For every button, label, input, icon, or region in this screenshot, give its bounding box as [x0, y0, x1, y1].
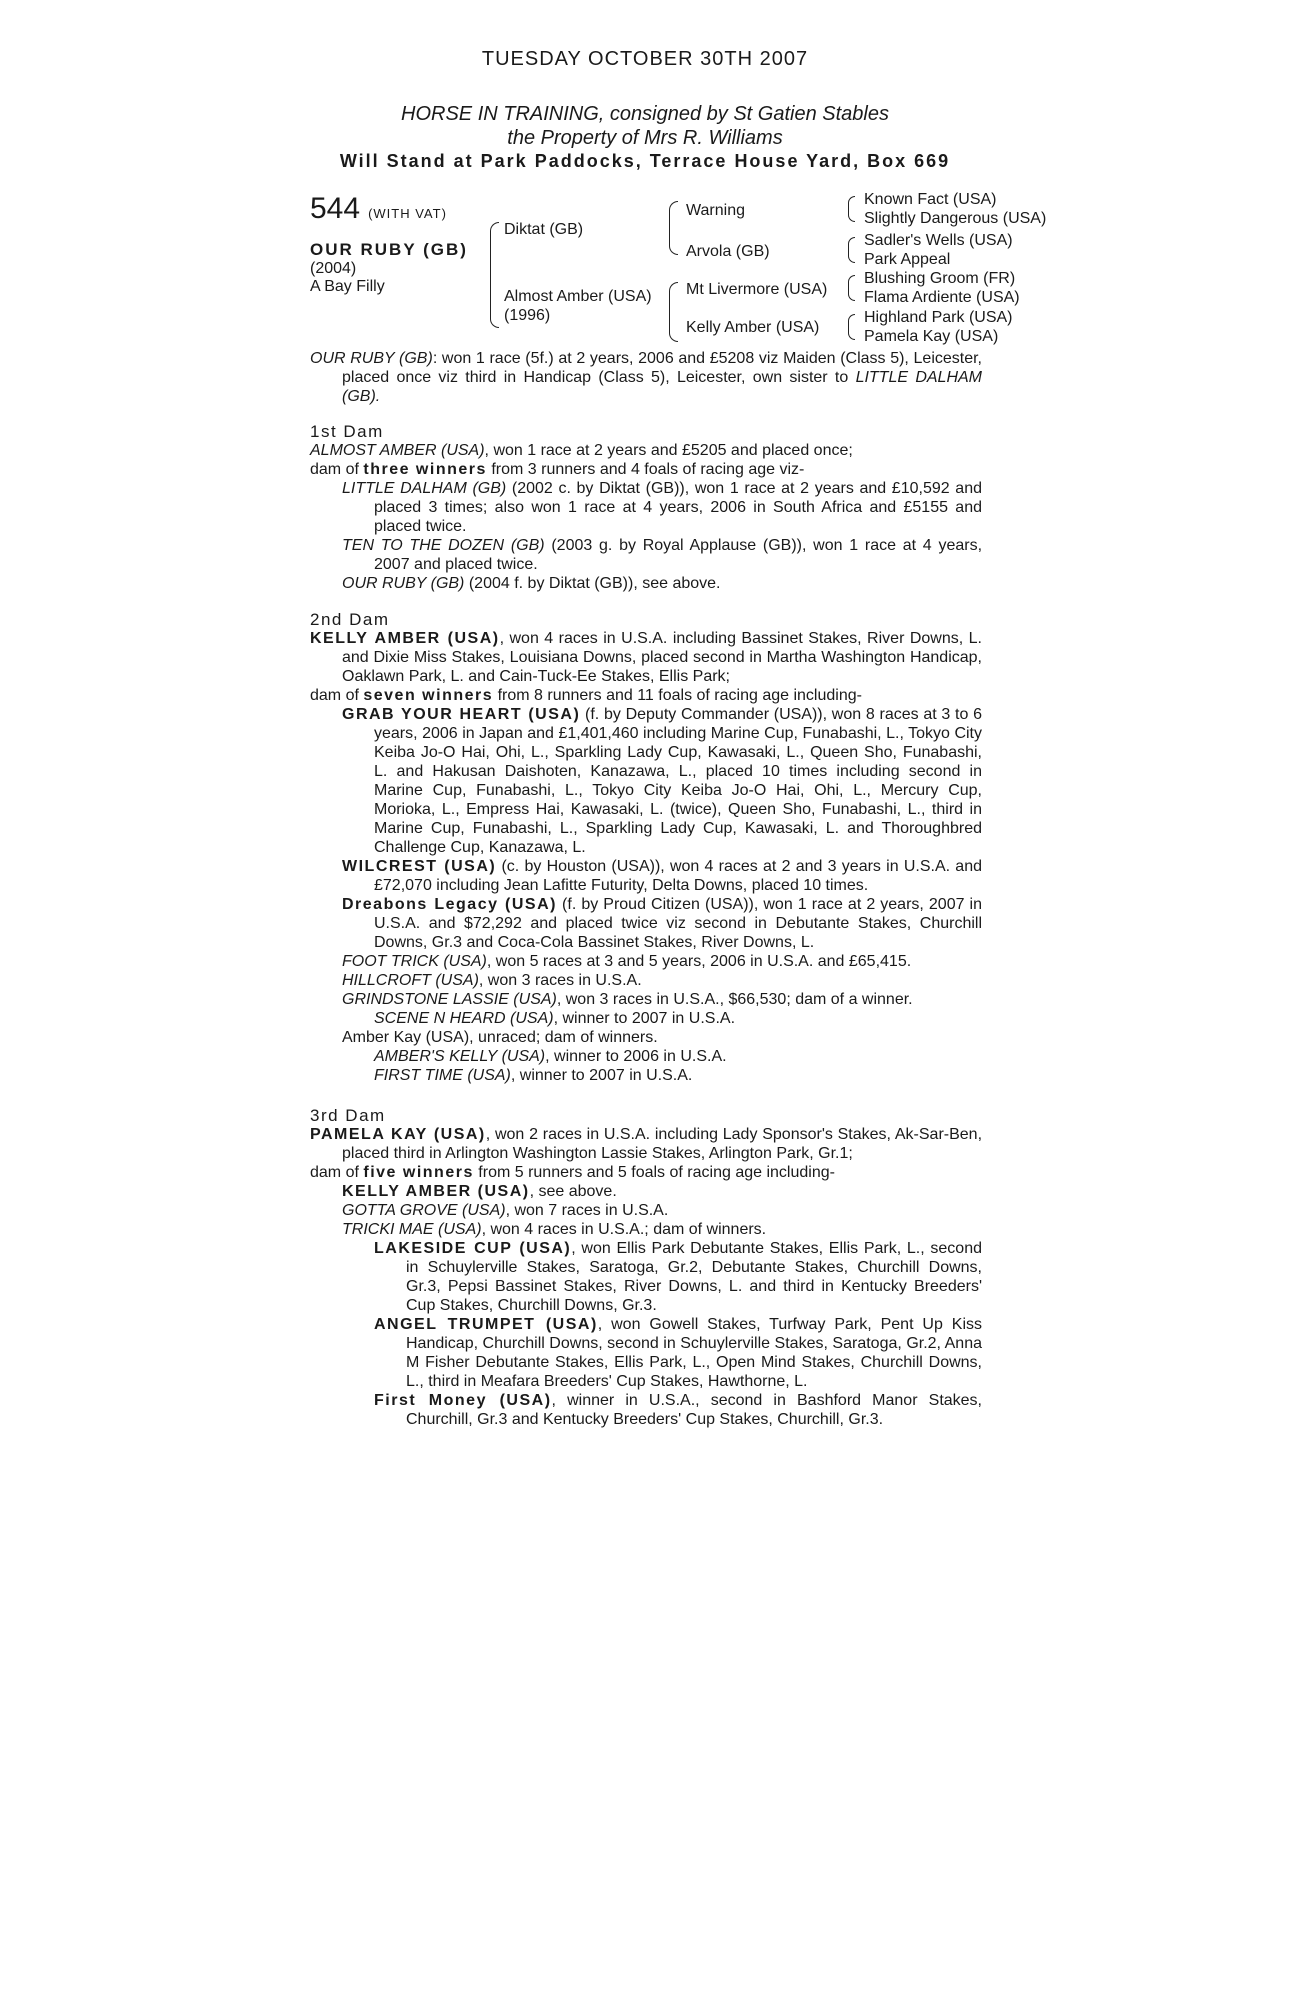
produce-prefix: dam of	[310, 461, 364, 478]
produce-subitem	[310, 1315, 982, 1391]
lot-number	[310, 192, 447, 226]
produce-item	[310, 705, 982, 857]
produce-item	[310, 857, 982, 895]
produce-name: LAKESIDE CUP (USA)	[374, 1240, 572, 1257]
pedigree-sdd: Park Appeal	[864, 251, 951, 268]
produce-item	[310, 1182, 982, 1201]
pedigree-brace	[669, 201, 678, 255]
pedigree-dss: Blushing Groom (FR)	[864, 270, 1016, 287]
produce-subitem	[310, 1239, 982, 1315]
produce-name: TEN TO THE DOZEN (GB)	[342, 537, 545, 554]
produce-name: GOTTA GROVE (USA)	[342, 1202, 506, 1219]
pedigree-dam-dam: Kelly Amber (USA)	[686, 319, 820, 336]
pedigree-brace	[848, 196, 855, 222]
produce-name: GRAB YOUR HEART (USA)	[342, 706, 581, 723]
winners-count: five winners	[363, 1164, 474, 1181]
produce-subitem	[310, 1066, 982, 1085]
pedigree-ssd: Slightly Dangerous (USA)	[864, 210, 1047, 227]
pedigree-sss: Known Fact (USA)	[864, 191, 997, 208]
produce-item	[310, 536, 982, 574]
pedigree-brace	[848, 237, 855, 263]
first-dam-heading: 1st Dam	[310, 422, 384, 441]
produce-name: First Money (USA)	[374, 1392, 552, 1409]
produce-text: (2003 g. by Royal Applause (GB)), won 1 race at 4 years, 2007 and placed twice.	[374, 537, 983, 573]
third-dam-heading: 3rd Dam	[310, 1106, 386, 1125]
consignment-line: HORSE IN TRAINING, consigned by St Gatien Stables	[401, 103, 889, 125]
produce-prefix: dam of	[310, 687, 364, 704]
produce-item	[310, 990, 982, 1009]
produce-item	[310, 1220, 982, 1239]
produce-text: , winner to 2007 in U.S.A.	[553, 1010, 736, 1027]
third-dam-section	[310, 1106, 982, 1429]
produce-name: TRICKI MAE (USA)	[342, 1221, 482, 1238]
produce-text: , see above.	[529, 1183, 617, 1200]
pedigree-sire-sire: Warning	[686, 202, 745, 219]
intro-paragraph	[310, 349, 982, 406]
property-line: the Property of Mrs R. Williams	[507, 127, 783, 149]
produce-name: GRINDSTONE LASSIE (USA)	[342, 991, 557, 1008]
second-dam-produce-line	[310, 686, 982, 705]
produce-text: , won Gowell Stakes, Turfway Park, Pent Up Kiss Handicap, Churchill Downs, second in Schuylerville Stakes, Saratoga, Gr.2, Anna M Fisher Debutante Stakes, Ellis Park, L., Open Mind Stakes, Churchill Downs, L., third in Meafara Breeders' Cup Stakes, Hawthorne, L.	[406, 1316, 982, 1390]
second-dam-section	[310, 610, 982, 1085]
produce-text: (f. by Deputy Commander (USA)), won 8 races at 3 to 6 years, 2006 in Japan and £1,401,460 including Marine Cup, Funabashi, L., Tokyo City Keiba Jo-O Hai, Ohi, L., Sparkling Lady Cup, Kawasaki, L., Queen Sho, Funabashi, L. and Hakusan Daishoten, Kanazawa, L., placed 10 times including second in Marine Cup, Funabashi, L., Tokyo City Keiba Jo-O Hai, Ohi, L., Mercury Cup, Morioka, L., Empress Hai, Kawasaki, L. (twice), Queen Sho, Funabashi, L., third in Marine Cup, Funabashi, L., Sparkling Lady Cup, Kawasaki, L. and Thoroughbred Challenge Cup, Kanazawa, L.	[374, 706, 983, 856]
produce-name: Dreabons Legacy (USA)	[342, 896, 557, 913]
produce-text: , won 4 races in U.S.A.; dam of winners.	[481, 1221, 767, 1238]
winners-count: three winners	[363, 461, 487, 478]
produce-prefix: dam of	[310, 1164, 364, 1181]
produce-name: OUR RUBY (GB)	[342, 575, 465, 592]
produce-text: , won 5 races at 3 and 5 years, 2006 in U.S.A. and £65,415.	[486, 953, 912, 970]
produce-name: ANGEL TRUMPET (USA)	[374, 1316, 598, 1333]
intro-section	[310, 349, 982, 406]
sale-date: TUESDAY OCTOBER 30TH 2007	[481, 48, 809, 70]
produce-text: , won Ellis Park Debutante Stakes, Ellis Park, L., second in Schuylerville Stakes, Saratoga, Gr.2, Debutante Stakes, Churchill Downs, Gr.3, Pepsi Bassinet Stakes, River Downs, L. and third in Kentucky Breeders' Cup Stakes, Churchill Downs, Gr.3.	[406, 1240, 983, 1314]
stabling-line: Will Stand at Park Paddocks, Terrace House Yard, Box 669	[339, 151, 951, 171]
produce-item	[310, 1201, 982, 1220]
pedigree-dam-year: (1996)	[504, 307, 551, 324]
produce-name: FOOT TRICK (USA)	[342, 953, 487, 970]
produce-name: WILCREST (USA)	[342, 858, 497, 875]
intro-horse-name: OUR RUBY (GB)	[310, 350, 433, 367]
intro-sister: LITTLE DALHAM (GB).	[342, 369, 982, 405]
pedigree-dsd: Flama Ardiente (USA)	[864, 289, 1020, 306]
first-dam-name: ALMOST AMBER (USA)	[310, 442, 485, 459]
produce-text: (2002 c. by Diktat (GB)), won 1 race at 2 years and £10,592 and placed 3 times; also won 1 race at 4 years, 2006 in South Africa and £5155 and placed twice.	[374, 480, 982, 535]
pedigree-brace	[848, 314, 855, 340]
pedigree-sire-dam: Arvola (GB)	[686, 243, 770, 260]
pedigree-dam: Almost Amber (USA)	[504, 288, 652, 305]
produce-text: , won 3 races in U.S.A., $66,530; dam of a winner.	[556, 991, 913, 1008]
pedigree-dam-sire: Mt Livermore (USA)	[686, 281, 828, 298]
produce-text: , won 7 races in U.S.A.	[505, 1202, 669, 1219]
produce-subitem	[310, 1047, 982, 1066]
horse-description: A Bay Filly	[310, 278, 385, 295]
produce-suffix: from 5 runners and 5 foals of racing age including-	[473, 1164, 835, 1181]
produce-text: , winner in U.S.A., second in Bashford Manor Stakes, Churchill, Gr.3 and Kentucky Breeders' Cup Stakes, Churchill, Gr.3.	[406, 1392, 983, 1428]
produce-name: HILLCROFT (USA)	[342, 972, 479, 989]
pedigree-brace	[490, 222, 499, 328]
vat-note: (WITH VAT)	[368, 206, 447, 221]
third-dam-record	[310, 1125, 982, 1163]
intro-text: : won 1 race (5f.) at 2 years, 2006 and £5208 viz Maiden (Class 5), Leicester, placed once viz third in Handicap (Class 5), Leicester, own sister to	[342, 350, 983, 386]
second-dam-won: , won 4 races in U.S.A. including Bassinet Stakes, River Downs, L. and Dixie Miss Stakes, Louisiana Downs, placed second in Martha Washington Handicap, Oaklawn Park, L. and Cain-Tuck-Ee Stakes, Ellis Park;	[342, 630, 982, 685]
lot-number-value: 544	[310, 192, 361, 225]
produce-suffix: from 3 runners and 4 foals of racing age viz-	[486, 461, 805, 478]
second-dam-name: KELLY AMBER (USA)	[310, 630, 500, 647]
produce-item	[310, 971, 982, 990]
produce-text: , won 3 races in U.S.A.	[478, 972, 642, 989]
horse-name: OUR RUBY (GB)	[310, 240, 468, 259]
pedigree-brace	[669, 282, 678, 342]
produce-text: (f. by Proud Citizen (USA)), won 1 race at 2 years, 2007 in U.S.A. and $72,292 and placed twice viz second in Debutante Stakes, Churchill Downs, Gr.3 and Coca-Cola Bassinet Stakes, River Downs, L.	[374, 896, 983, 951]
second-dam-record	[310, 629, 982, 686]
produce-subitem	[310, 1391, 982, 1429]
winners-count: seven winners	[363, 687, 494, 704]
produce-item	[310, 895, 982, 952]
pedigree-ddd: Pamela Kay (USA)	[864, 328, 999, 345]
produce-suffix: from 8 runners and 11 foals of racing age including-	[493, 687, 862, 704]
produce-item	[310, 479, 982, 536]
produce-item	[310, 1028, 982, 1047]
produce-text: , winner to 2006 in U.S.A.	[545, 1048, 727, 1065]
first-dam-won: , won 1 race at 2 years and £5205 and placed once;	[484, 442, 853, 459]
first-dam-produce-line	[310, 460, 982, 479]
produce-name: SCENE N HEARD (USA)	[374, 1010, 554, 1027]
produce-text: , winner to 2007 in U.S.A.	[510, 1067, 693, 1084]
pedigree-brace	[848, 275, 855, 301]
produce-text: (2004 f. by Diktat (GB)), see above.	[464, 575, 721, 592]
pedigree-sds: Sadler's Wells (USA)	[864, 232, 1013, 249]
second-dam-heading: 2nd Dam	[310, 610, 390, 629]
produce-subitem	[310, 1009, 982, 1028]
third-dam-produce-line	[310, 1163, 982, 1182]
first-dam-section	[310, 422, 982, 593]
first-dam-record	[310, 441, 982, 460]
produce-item	[310, 574, 982, 593]
pedigree-sire: Diktat (GB)	[504, 221, 584, 238]
horse-year: (2004)	[310, 260, 357, 277]
third-dam-name: PAMELA KAY (USA)	[310, 1126, 486, 1143]
pedigree-dds: Highland Park (USA)	[864, 309, 1013, 326]
produce-text: Amber Kay (USA), unraced; dam of winners.	[342, 1029, 658, 1046]
produce-text: (c. by Houston (USA)), won 4 races at 2 and 3 years in U.S.A. and £72,070 including Jean Lafitte Futurity, Delta Downs, placed 10 times.	[374, 858, 982, 894]
produce-name: AMBER'S KELLY (USA)	[374, 1048, 546, 1065]
produce-name: LITTLE DALHAM (GB)	[342, 480, 507, 497]
third-dam-won: , won 2 races in U.S.A. including Lady Sponsor's Stakes, Ak-Sar-Ben, placed third in Arlington Washington Lassie Stakes, Arlington Park, Gr.1;	[342, 1126, 983, 1162]
produce-item	[310, 952, 982, 971]
produce-name: KELLY AMBER (USA)	[342, 1183, 530, 1200]
produce-name: FIRST TIME (USA)	[374, 1067, 511, 1084]
